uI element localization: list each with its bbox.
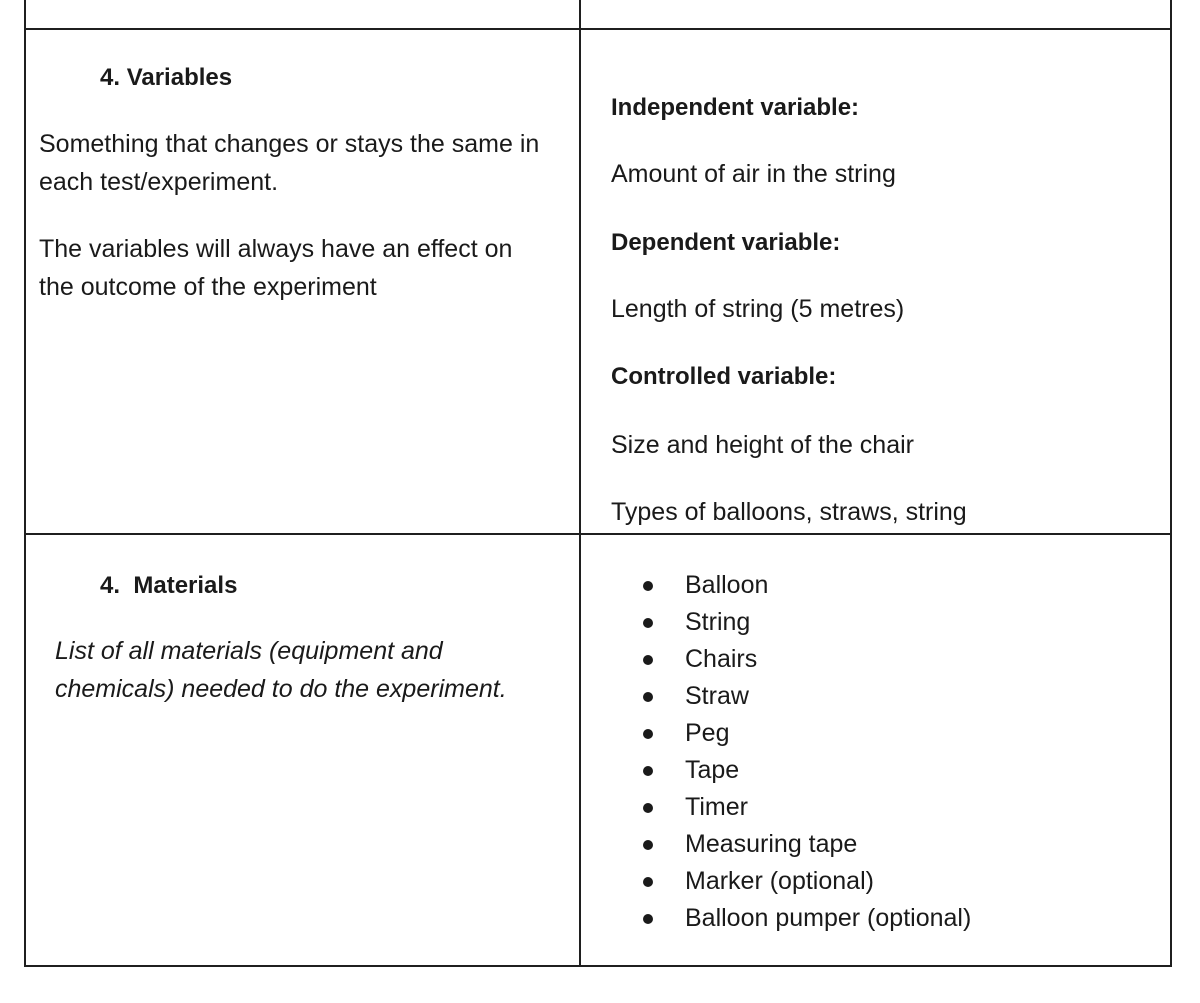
materials-list-item xyxy=(637,752,971,789)
materials-list-item xyxy=(637,715,971,752)
variables-heading-number: 4. xyxy=(100,64,121,92)
bullet-icon xyxy=(643,655,653,665)
bullet-icon xyxy=(643,729,653,739)
table-row-previous xyxy=(25,0,1171,29)
materials-list-item xyxy=(637,604,971,641)
bullet-icon xyxy=(643,877,653,887)
materials-list-item-label: Straw xyxy=(685,682,749,711)
variables-label-cell[interactable] xyxy=(25,29,580,534)
controlled-variable-value-2: Types of balloons, straws, string xyxy=(611,498,967,527)
materials-list-item-label: Balloon xyxy=(685,571,769,600)
bullet-icon xyxy=(643,581,653,591)
materials-description: List of all materials (equipment and chemicals) needed to do the experiment. xyxy=(55,637,507,704)
materials-list-item-label: Chairs xyxy=(685,645,758,674)
variables-heading-title: Variables xyxy=(126,64,233,92)
controlled-variable-label: Controlled variable: xyxy=(611,363,837,391)
materials-heading-title: Materials xyxy=(133,572,238,600)
materials-list-item-label: Tape xyxy=(685,756,740,785)
bullet-icon xyxy=(643,692,653,702)
materials-list-item xyxy=(637,678,971,715)
materials-heading-number: 4. xyxy=(100,572,121,600)
bullet-icon xyxy=(643,803,653,813)
variables-description-2: The variables will always have an effect on the outcome of the experiment xyxy=(39,235,513,302)
table-row-materials xyxy=(25,534,1171,966)
materials-list-item-label: Peg xyxy=(685,719,730,748)
bullet-icon xyxy=(643,840,653,850)
materials-list-item xyxy=(637,900,971,937)
controlled-variable-value-1: Size and height of the chair xyxy=(611,431,914,460)
document-table xyxy=(24,0,1172,967)
materials-list-item xyxy=(637,826,971,863)
materials-heading xyxy=(100,571,237,601)
table-row-variables xyxy=(25,29,1171,534)
materials-list-item-label: Balloon pumper (optional) xyxy=(685,904,972,933)
dependent-variable-label: Dependent variable: xyxy=(611,229,841,257)
materials-list-item-label: Marker (optional) xyxy=(685,867,874,896)
materials-list-item-label: Timer xyxy=(685,793,748,822)
materials-list-item xyxy=(637,789,971,826)
materials-list-item xyxy=(637,567,971,604)
materials-list-item xyxy=(637,863,971,900)
dependent-variable-value: Length of string (5 metres) xyxy=(611,295,905,324)
materials-list-item-label: String xyxy=(685,608,751,637)
independent-variable-label: Independent variable: xyxy=(611,94,860,122)
materials-label-cell[interactable] xyxy=(25,534,580,966)
materials-list xyxy=(637,567,971,937)
independent-variable-value: Amount of air in the string xyxy=(611,160,896,189)
table-cell-previous-left[interactable] xyxy=(25,0,580,29)
variables-content-cell[interactable] xyxy=(580,29,1171,534)
variables-heading xyxy=(100,63,232,93)
bullet-icon xyxy=(643,766,653,776)
table-cell-previous-right[interactable] xyxy=(580,0,1171,29)
materials-list-item-label: Measuring tape xyxy=(685,830,858,859)
materials-list-cell[interactable] xyxy=(580,534,1171,966)
bullet-icon xyxy=(643,914,653,924)
materials-list-item xyxy=(637,641,971,678)
bullet-icon xyxy=(643,618,653,628)
variables-description-1: Something that changes or stays the same in each test/experiment. xyxy=(39,130,540,197)
